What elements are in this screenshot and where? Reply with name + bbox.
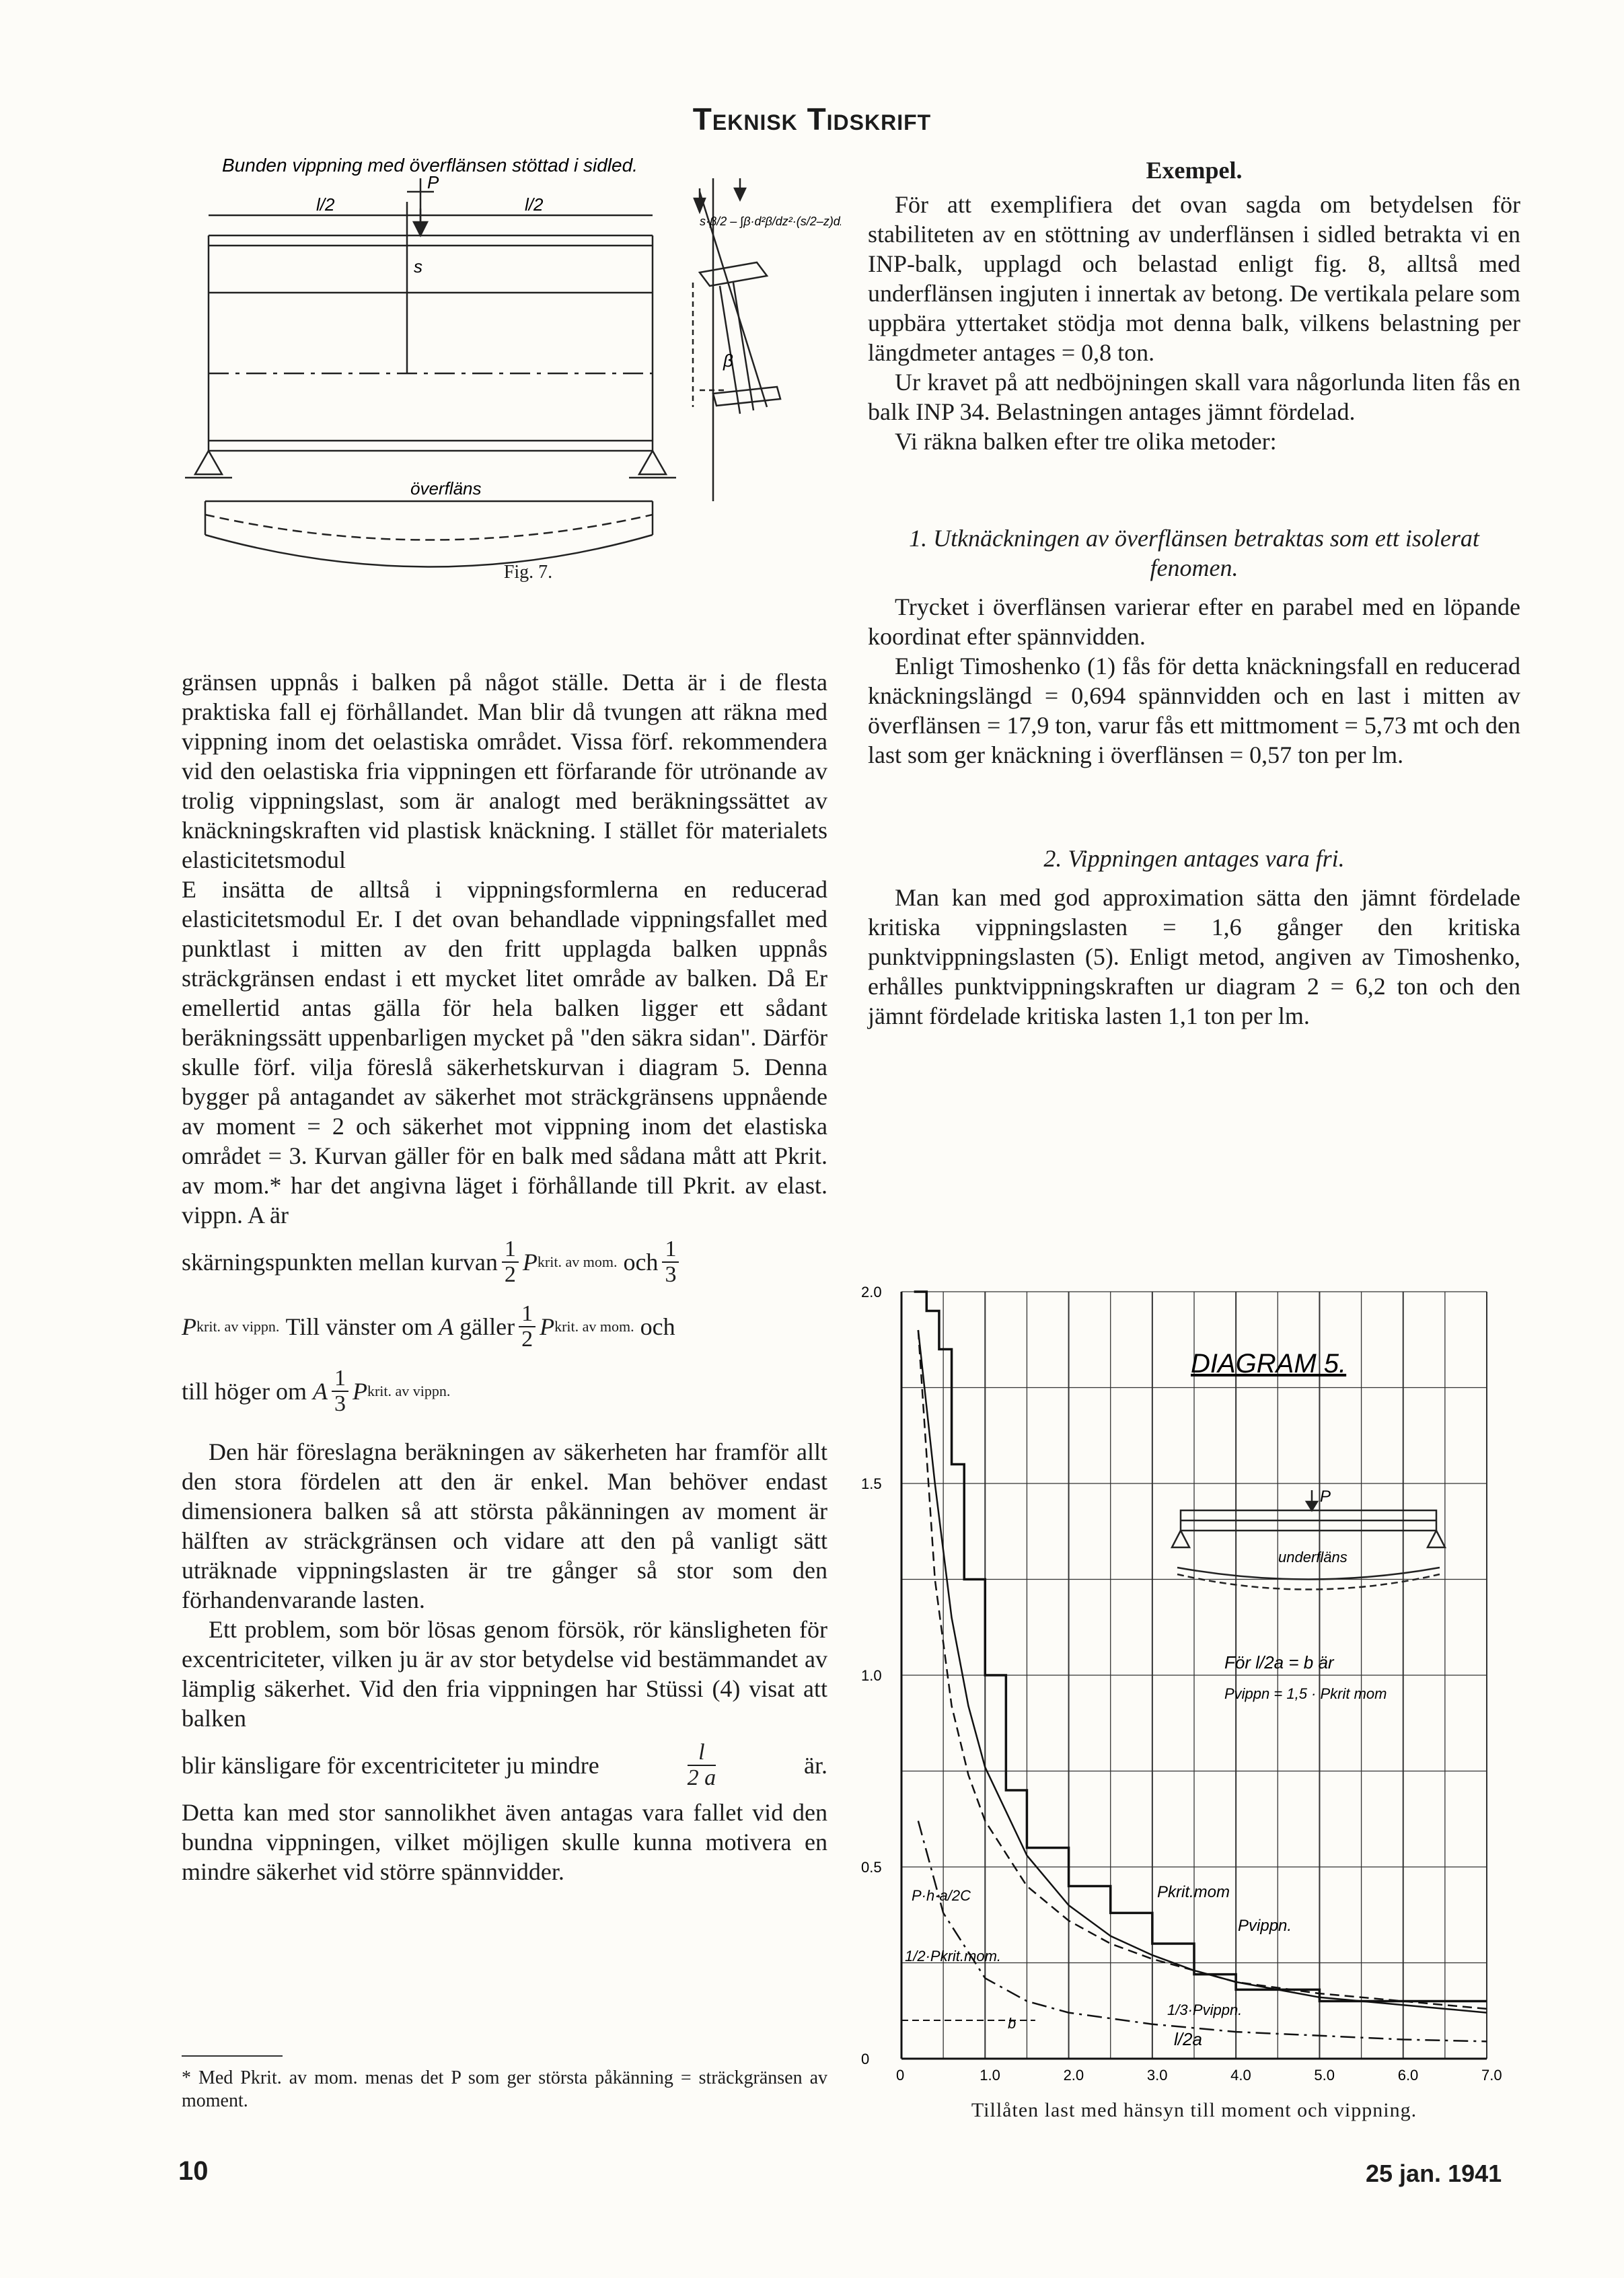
formula3-sub: krit. av vippn. [367,1383,451,1399]
issue-date: 25 jan. 1941 [1366,2160,1502,2187]
label-half-pkrit: 1/2·Pkrit.mom. [905,1948,1002,1964]
fraction-l-2a [688,1740,716,1790]
y-tick-label: 0 [861,2051,870,2067]
right-para-1: För att exemplifiera det ovan sagda om betydelsen för stabiliteten av en stöttning av underflänsen i sidled betrakta vi en INP-balk, upplagd och belastad enligt fig. 8, alltså med underflänsen ingjuten i innertak av betong. De vertikala pelare som uppbära yttertaket stödja mot denna balk, vilkens belastning per längdmeter antages = 0,8 ton. [868,191,1520,366]
subheading-1: 1. Utknäckningen av överflänsen betraktas som ett isolerat fenomen. [909,525,1479,581]
y-tick-label: 1.5 [861,1475,882,1492]
right-column [868,156,1520,1031]
formula-line-3: till höger om A $\frac{1}{3}$ P krit. av vippn. [182,1366,451,1416]
fig7-label-beta: β [723,351,733,371]
fraction-third-2: $\frac{1}{3}$ [332,1366,348,1416]
running-head: Teknisk Tidskrift [692,102,932,137]
y-tick-label: 0.5 [861,1859,882,1876]
fig7-label-l2-left: l/2 [316,194,335,215]
formula1-sub1: krit. av mom. [537,1253,618,1270]
left-para-1b: E insätta de alltså i vippningsformlerna en reducerad elasticitetsmodul Er. I det ovan behandlade vippningsfallet med punktlast i mitten av den fritt upplagda balken uppnås sträckgränsen endast i ett mycket litet område av balken. Då Er emellertid antas gälla för hela balken ligger ett sådant beräkningssätt uppenbarligen mycket på "den säkra sidan". Därför skulle förf. vilja föreslå säkerhetskurvan i diagram 5. Denna bygger på antagandet av säkerhet mot sträckgränsens uppnående av moment = 2 och säkerhet mot vippning inom det elastiska området = 3. Kurvan gäller för en balk med sådana mått att Pkrit. av mom.* har det angivna läget i förhållande till Pkrit. av elast. vippn. A är [182,876,827,1228]
inset-beam [1172,1490,1445,1590]
example-heading: Exempel. [1146,157,1243,184]
formula2-sub1: krit. av vippn. [196,1318,280,1335]
formula-line-2: P krit. av vippn. Till vänster om A gäller $\frac{1}{2}$ P krit. av mom. och [182,1301,675,1352]
fig7-formula: s·β/2 – ∫β·d²β/dz²·(s/2–z)dz [700,215,841,228]
page-number: 10 [178,2156,209,2186]
fig7-label-l2-right: l/2 [525,194,544,215]
diagram-title: DIAGRAM 5. [1191,1349,1347,1379]
right-para-2: Ur kravet på att nedböjningen skall vara någorlunda liten fås en balk INP 34. Belastningen antages jämnt fördelad. [868,369,1520,425]
left-para-4: Detta kan med stor sannolikhet även antagas vara fallet vid den bundna vippningen, vilket möjligen skulle kunna motivera en mindre säkerhet vid större spännvidder. [182,1799,827,1885]
formula1-text: skärningspunkten mellan kurvan [182,1249,498,1276]
series-line-pkrit-mom [918,1330,1487,2013]
fig7-label-s: s [414,256,422,277]
diagram-5 [861,1251,1520,2092]
fraction-half-2: $\frac{1}{2}$ [519,1302,536,1352]
diagram-note-2: Pvippn = 1,5 · Pkrit mom [1224,1685,1387,1702]
diagram-caption: Tillåten last med hänsyn till moment och vippning. [971,2099,1417,2121]
formula-line-4 [182,1733,827,1798]
x-tick-label: 7.0 [1481,2067,1502,2084]
x-tick-label: 6.0 [1397,2067,1419,2084]
formula1-och: och [623,1249,659,1276]
formula2-text: Till vänster om [285,1313,433,1340]
formula4-text: blir känsligare för excentriciteter ju mindre [182,1752,599,1779]
footnote-rule [182,2055,283,2057]
fig7-label-flange: överfläns [410,478,482,499]
x-tick-label: 5.0 [1314,2067,1335,2084]
y-tick-label: 1.0 [861,1667,882,1684]
label-l2a: l/2a [1174,2029,1202,2049]
diagram-5-chart [861,1251,1520,2092]
left-para-2: Den här föreslagna beräkningen av säkerheten har framför allt den stora fördelen att den är enkel. Man behöver endast dimensionera balken så att största påkänningen av moment är hälften av sträckgränsen och vidare att den på vanligt sätt uträknade vippningslasten är tre gånger så stor som den förhandenvarande lasten. [182,1438,827,1613]
formula2-text2: gäller [459,1313,515,1340]
fraction-third-1: $\frac{1}{3}$ [662,1237,679,1287]
series-line-pvippn- [918,1330,1487,2009]
x-tick-label: 0 [896,2067,905,2084]
subheading-2: 2. Vippningen antages vara fri. [1043,845,1345,872]
formula2-A: A [439,1313,454,1340]
formula4-end: är. [804,1752,827,1779]
right-para-6: Man kan med god approximation sätta den jämnt fördelade kritiska vippningslasten = 1,6 gånger den kritiska punktvippningslasten (5). Enligt metod, angiven av Timoshenko, erhålles punktvippningskraften ur diagram 2 = 6,2 ton och den jämnt fördelade kritiska lasten 1,1 ton per lm. [868,884,1520,1029]
label-pvippn: Pvippn. [1238,1917,1292,1935]
fig7-title: Bunden vippning med överflänsen stöttad i sidled. [222,155,638,176]
right-para-3: Vi räkna balken efter tre olika metoder: [895,428,1277,455]
inset-label-flange: underfläns [1278,1549,1348,1566]
figure-7-drawing [182,151,841,589]
x-tick-label: 3.0 [1146,2067,1168,2084]
x-tick-label: 1.0 [980,2067,1000,2084]
formula4-num: l [688,1740,716,1766]
label-b: b [1008,2015,1017,2032]
right-para-5: Enligt Timoshenko (1) fås för detta knäckningsfall en reducerad knäckningslängd = 0,694 spännvidden och en last i mitten av överflänsen = 17,9 ton, varur fås ett mittmoment = 5,73 mt och den last som ger knäckning i överflänsen = 0,57 ton per lm. [868,653,1520,768]
left-column [182,667,827,1886]
label-pkrit: Pkrit.mom [1157,1883,1230,1901]
formula-line-1: skärningspunkten mellan kurvan $\frac{1}{2}$ P krit. av mom. och $\frac{1}{3}$ [182,1230,827,1294]
left-para-3: Ett problem, som bör lösas genom försök, rör känsligheten för excentriciteter, vilken ju är av stor betydelse vid bestämmandet av lämplig säkerhet. Vid den fria vippningen har Stüssi (4) visat att balken [182,1616,827,1732]
formula4-den: 2 a [687,1765,716,1790]
label-p-ha: P·h·a/2C [912,1887,971,1904]
footnote: * Med Pkrit. av mom. menas det P som ger största påkänning = sträckgränsen av moment. [182,2067,827,2111]
x-tick-label: 4.0 [1230,2067,1251,2084]
x-tick-label: 2.0 [1063,2067,1084,2084]
label-third-pvippn: 1/3·Pvippn. [1167,2001,1243,2018]
fraction-half-1: $\frac{1}{2}$ [502,1237,519,1287]
diagram-note-1: För l/2a = b är [1224,1652,1334,1673]
formula2-sub2: krit. av mom. [554,1318,634,1335]
inset-label-p: P [1320,1487,1331,1506]
figure-7 [182,151,841,589]
formula3-text: till höger om [182,1378,307,1405]
fig7-caption: Fig. 7. [503,562,553,583]
left-para-1: gränsen uppnås i balken på något ställe. Detta är i de flesta praktiska fall ej förhållandet. Man blir då tvungen att räkna med vippning inom det oelastiska området. Vissa förf. rekommendera vid den oelastiska fria vippningen ett förfarande för utrönande av trolig vippningslast, som är analogt med beräkningssättet av knäckningskraften vid plastisk knäckning. I stället för materialets elasticitetsmodul [182,669,827,873]
y-tick-label: 2.0 [861,1284,882,1300]
fig7-label-p: P [427,172,439,192]
right-para-4: Trycket i överflänsen varierar efter en parabel med en löpande koordinat efter spännvidden. [868,593,1520,650]
formula2-och: och [640,1313,675,1340]
